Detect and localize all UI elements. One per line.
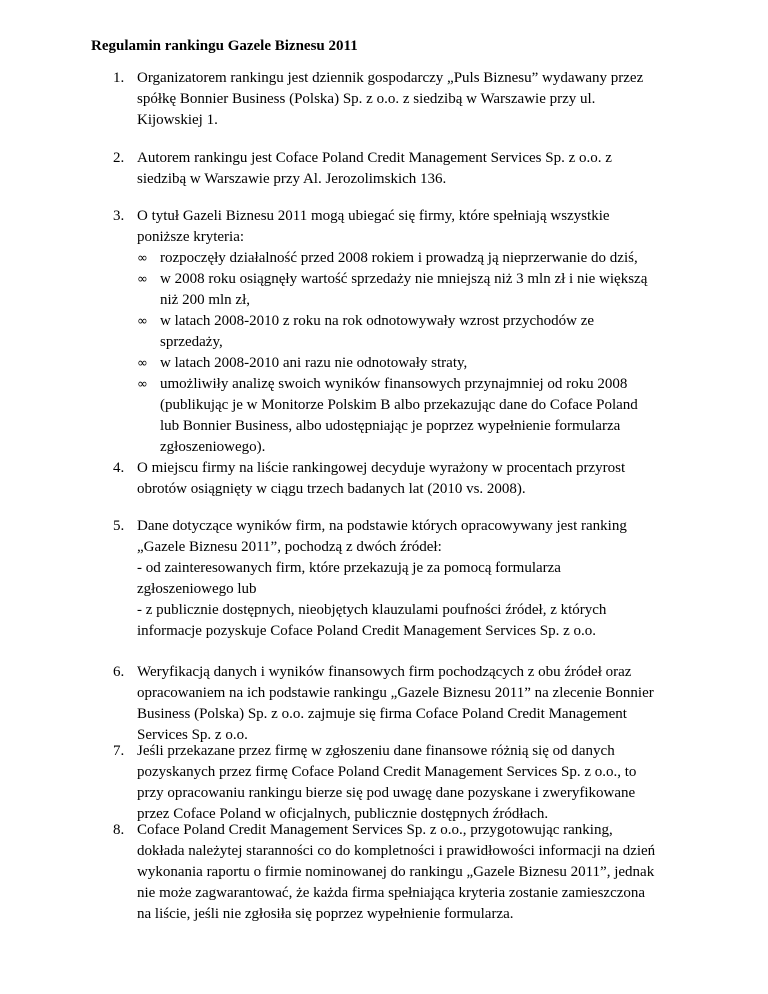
item-line: Weryfikacją danych i wyników finansowych firm pochodzących z obu źródeł oraz <box>137 664 632 680</box>
item-line: informacje pozyskuje Coface Poland Credit Management Services Sp. z o.o. <box>137 623 597 639</box>
criteria-line: w 2008 roku osiągnęły wartość sprzedaży nie mniejszą niż 3 mln zł i nie większą <box>160 271 648 287</box>
item-line: Services Sp. z o.o. <box>137 727 248 743</box>
criteria-item <box>137 374 697 458</box>
criteria-line: w latach 2008-2010 z roku na rok odnotowywały wzrost przychodów ze <box>160 313 595 329</box>
item-line: - od zainteresowanych firm, które przekazują je za pomocą formularza <box>137 560 561 576</box>
item-line: O miejscu firmy na liście rankingowej decyduje wyrażony w procentach przyrost <box>137 460 626 476</box>
criteria-text <box>137 374 697 458</box>
criteria-line: (publikując je w Monitorze Polskim B albo przekazując dane do Coface Poland <box>160 397 638 413</box>
criteria-line: lub Bonnier Business, albo udostępniając je poprzez wypełnienie formularza <box>160 418 621 434</box>
item-line: Business (Polska) Sp. z o.o. zajmuje się firma Coface Poland Credit Management <box>137 706 627 722</box>
item-line: nie może zagwarantować, że każda firma spełniająca kryteria zostanie zamieszczona <box>137 885 646 901</box>
item-line: Kijowskiej 1. <box>137 112 218 128</box>
item-line: Jeśli przekazane przez firmę w zgłoszeniu dane finansowe różnią się od danych <box>137 743 615 759</box>
criteria-list <box>137 248 697 458</box>
item-line: siedzibą w Warszawie przy Al. Jerozolimskich 136. <box>137 171 447 187</box>
criteria-line: rozpoczęły działalność przed 2008 rokiem i prowadzą ją nieprzerwanie do dziś, <box>160 250 638 266</box>
item-text <box>137 662 697 746</box>
infinity-bullet-icon: ∞ <box>137 356 148 371</box>
item-line: przy opracowaniu rankingu bierze się pod uwagę dane pozyskane i zweryfikowane <box>137 785 636 801</box>
criteria-item <box>137 248 697 269</box>
item-number: 6. <box>113 664 125 680</box>
item-number: 5. <box>113 518 125 534</box>
item-number: 1. <box>113 70 125 86</box>
item-text <box>137 741 697 825</box>
item-number: 7. <box>113 743 125 759</box>
item-text <box>137 458 697 500</box>
item-number: 4. <box>113 460 125 476</box>
criteria-line: w latach 2008-2010 ani razu nie odnotowały straty, <box>160 355 468 371</box>
item-text <box>137 820 697 925</box>
criteria-text <box>137 269 697 311</box>
item-line: opracowaniem na ich podstawie rankingu „Gazele Biznesu 2011” na zlecenie Bonnier <box>137 685 654 701</box>
document-title: Regulamin rankingu Gazele Biznesu 2011 <box>91 38 358 54</box>
item-line: zgłoszeniowego lub <box>137 581 257 597</box>
criteria-line: zgłoszeniowego). <box>160 439 266 455</box>
item-line: O tytuł Gazeli Biznesu 2011 mogą ubiegać się firmy, które spełniają wszystkie <box>137 208 610 224</box>
item-line: na liście, jeśli nie zgłosiła się poprzez wypełnienie formularza. <box>137 906 514 922</box>
criteria-item <box>137 269 697 311</box>
item-line: dokłada należytej staranności co do kompletności i prawidłowości informacji na dzień <box>137 843 656 859</box>
infinity-bullet-icon: ∞ <box>137 251 148 266</box>
item-line: Dane dotyczące wyników firm, na podstawie których opracowywany jest ranking <box>137 518 627 534</box>
infinity-bullet-icon: ∞ <box>137 377 148 392</box>
item-line: Autorem rankingu jest Coface Poland Credit Management Services Sp. z o.o. z <box>137 150 612 166</box>
item-text <box>137 206 697 458</box>
criteria-line: umożliwiły analizę swoich wyników finansowych przynajmniej od roku 2008 <box>160 376 628 392</box>
criteria-text <box>137 248 697 269</box>
item-line: Organizatorem rankingu jest dziennik gospodarczy „Puls Biznesu” wydawany przez <box>137 70 644 86</box>
item-text <box>137 148 697 190</box>
criteria-line: sprzedaży, <box>160 334 223 350</box>
item-line: „Gazele Biznesu 2011”, pochodzą z dwóch źródeł: <box>137 539 442 555</box>
item-line: pozyskanych przez firmę Coface Poland Credit Management Services Sp. z o.o., to <box>137 764 637 780</box>
infinity-bullet-icon: ∞ <box>137 314 148 329</box>
item-line: poniższe kryteria: <box>137 229 245 245</box>
criteria-text <box>137 311 697 353</box>
item-number: 8. <box>113 822 125 838</box>
item-text <box>137 516 697 642</box>
item-number: 2. <box>113 150 125 166</box>
item-line: przez Coface Poland w oficjalnych, publicznie dostępnych źródłach. <box>137 806 549 822</box>
item-text <box>137 68 697 131</box>
item-line: obrotów osiągnięty w ciągu trzech badanych lat (2010 vs. 2008). <box>137 481 526 497</box>
criteria-line: niż 200 mln zł, <box>160 292 250 308</box>
item-line: - z publicznie dostępnych, nieobjętych klauzulami poufności źródeł, z których <box>137 602 607 618</box>
criteria-item <box>137 353 697 374</box>
infinity-bullet-icon: ∞ <box>137 272 148 287</box>
item-line: Coface Poland Credit Management Services Sp. z o.o., przygotowując ranking, <box>137 822 613 838</box>
criteria-item <box>137 311 697 353</box>
item-line: spółkę Bonnier Business (Polska) Sp. z o.o. z siedzibą w Warszawie przy ul. <box>137 91 596 107</box>
item-number: 3. <box>113 208 125 224</box>
item-line: wykonania raportu o firmie nominowanej do rankingu „Gazele Biznesu 2011”, jednak <box>137 864 655 880</box>
criteria-text <box>137 353 697 374</box>
